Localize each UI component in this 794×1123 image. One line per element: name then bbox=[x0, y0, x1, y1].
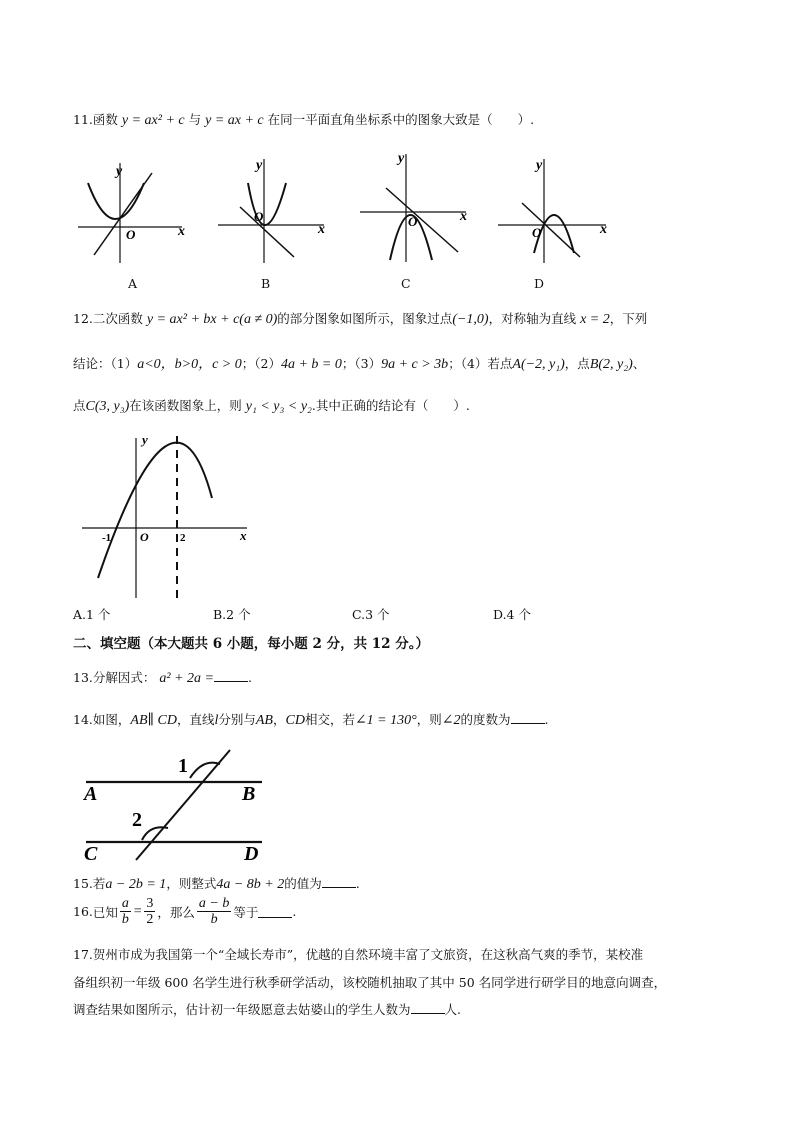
q17-line1: 17.贺州市成为我国第一个“全域长寿市”，优越的自然环境丰富了文旅资，在这秋高气爽的季节，某校准 bbox=[73, 947, 644, 962]
axis-label-x: x bbox=[240, 528, 247, 543]
q16: 16. 已知 $\frac{a}{b}$ = $\frac{3}{2}$ ，那么 $\frac{a - b}{b}$ 等于 . bbox=[73, 896, 297, 927]
tick-neg1: -1 bbox=[102, 532, 112, 544]
q11-label-a: A bbox=[128, 276, 138, 291]
q16-fraction-a-over-b: $\frac{a}{b}$ bbox=[121, 896, 129, 927]
parabola bbox=[88, 183, 144, 219]
origin-label: O bbox=[532, 225, 542, 240]
label-a: A bbox=[84, 783, 98, 805]
q15: 15.若a − 2b = 1，则整式4a − 8b + 2的值为 . bbox=[73, 876, 360, 892]
q12-option-d: D.4 个 bbox=[493, 607, 531, 622]
q11-graph-d bbox=[498, 155, 610, 265]
q12-graph bbox=[82, 432, 252, 602]
q11-graph-b bbox=[218, 155, 328, 265]
q11-eq2: y = ax + c bbox=[205, 113, 264, 128]
q12-line3: 点C(3, y₃)在该函数图象上，则 y₁ < y₃ < y₂.其中正确的结论有（ ）. bbox=[73, 398, 470, 414]
axis-label-x: x bbox=[600, 222, 607, 237]
label-angle2: 2 bbox=[132, 809, 142, 831]
q12-line1: 12.二次函数 y = ax² + bx + c(a ≠ 0)的部分图象如图所示，图象过点(−1,0)，对称轴为直线 x = 2，下列 bbox=[73, 311, 648, 327]
q11-eq1: y = ax² + c bbox=[121, 113, 185, 128]
q17-line3: 调查结果如图所示，估计初一年级愿意去姑婆山的学生人数为 人. bbox=[73, 1002, 461, 1017]
axis-label-y: y bbox=[536, 158, 543, 173]
q14-answer-blank[interactable] bbox=[511, 711, 545, 724]
line bbox=[522, 203, 580, 257]
label-b: B bbox=[242, 783, 256, 805]
q13: 13.分解因式： a² + 2a = . bbox=[73, 670, 252, 686]
q11-label-b: B bbox=[261, 276, 271, 291]
q11-graph-c bbox=[360, 150, 470, 265]
q14-figure bbox=[80, 742, 270, 867]
q16-fraction-expression: $\frac{a - b}{b}$ bbox=[198, 896, 230, 927]
label-angle1: 1 bbox=[178, 755, 188, 777]
q17-answer-blank[interactable] bbox=[411, 1001, 445, 1014]
tick-2: 2 bbox=[180, 532, 186, 544]
q16-fraction-3-over-2: $\frac{3}{2}$ bbox=[146, 896, 154, 927]
angle1-arc bbox=[190, 763, 220, 778]
axis-label-y: y bbox=[398, 151, 405, 166]
q11-graph-a bbox=[78, 155, 188, 265]
axis-label-x: x bbox=[178, 224, 185, 239]
q14: 14.如图，AB∥ CD，直线l分别与AB，CD相交，若∠1 = 130°，则∠2的度数为 . bbox=[73, 712, 549, 728]
line bbox=[94, 173, 152, 255]
origin-label: O bbox=[126, 227, 136, 242]
q11-label-d: D bbox=[534, 276, 545, 291]
axis-label-x: x bbox=[460, 209, 467, 224]
origin-label: O bbox=[140, 530, 149, 544]
label-d: D bbox=[244, 843, 259, 865]
q11-label-c: C bbox=[401, 276, 411, 291]
label-c: C bbox=[84, 843, 98, 865]
q12-option-a: A.1 个 bbox=[73, 607, 111, 622]
origin-label: O bbox=[408, 214, 418, 229]
q13-answer-blank[interactable] bbox=[214, 669, 248, 682]
q15-answer-blank[interactable] bbox=[322, 875, 356, 888]
q12-option-c: C.3 个 bbox=[352, 607, 390, 622]
section2-title: 二、填空题（本大题共 6 小题，每小题 2 分，共 12 分。） bbox=[73, 636, 430, 652]
q16-answer-blank[interactable] bbox=[258, 905, 292, 918]
axis-label-y: y bbox=[116, 164, 123, 179]
axis-label-x: x bbox=[318, 222, 325, 237]
axis-label-y: y bbox=[256, 158, 263, 173]
q17-line2: 备组织初一年级 600 名学生进行秋季研学活动，该校随机抽取了其中 50 名同学进行研学目的地意向调查， bbox=[73, 975, 667, 990]
parabola bbox=[98, 443, 212, 578]
q11-stem: 11.函数 y = ax² + c 与 y = ax + c 在同一平面直角坐标系中的图象大致是（ ）. bbox=[73, 112, 535, 128]
origin-label: O bbox=[254, 209, 264, 224]
q12-line2: 结论：（1）a<0，b>0，c > 0；（2）4a + b = 0；（3）9a + c > 3b；（4）若点A(−2, y₁)，点B(2, y₂)、 bbox=[73, 356, 646, 372]
line bbox=[386, 188, 458, 252]
line bbox=[240, 207, 294, 257]
axis-label-y: y bbox=[142, 432, 148, 447]
q12-option-b: B.2 个 bbox=[213, 607, 251, 622]
